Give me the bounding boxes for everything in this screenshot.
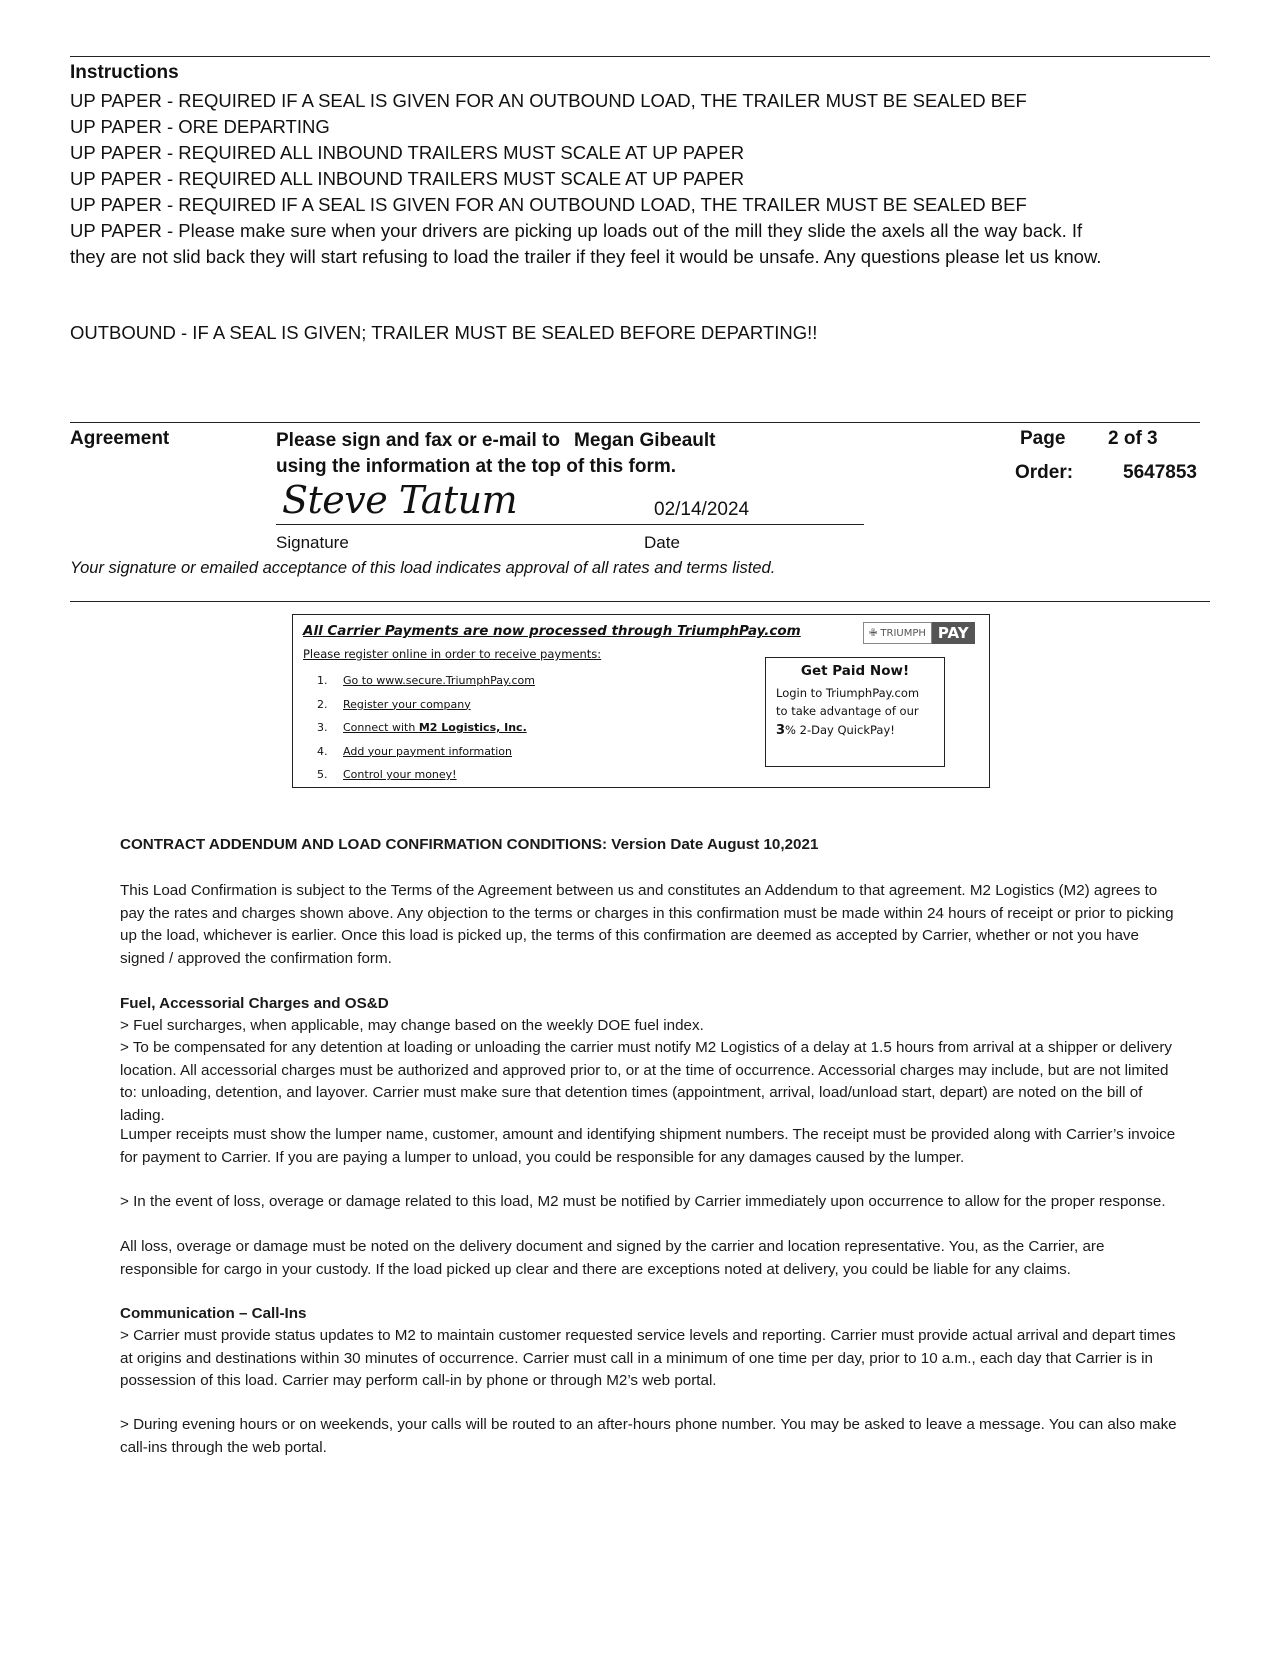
acceptance-note: Your signature or emailed acceptance of this load indicates approval of all rates and terms listed. [70,559,776,577]
order-number: 5647853 [1123,462,1197,483]
fuel-heading: Fuel, Accessorial Charges and OS&D [120,995,389,1012]
agreement-instructions [276,428,716,480]
triumphpay-logo: ✙ TRIUMPH PAY [863,622,975,644]
list-item: 5. Control your money! [317,768,457,781]
loss-paragraph: All loss, overage or damage must be noted on the delivery document and signed by the carrier and location representative. You, as the Carrier, are responsible for cargo in your custody. If the load picked up clear and there are exceptions noted at delivery, you could be liable for any claims. [120,1238,1105,1278]
page-label: Page [1020,428,1066,449]
communication-heading: Communication – Call-Ins [120,1305,307,1322]
list-item: 1. Go to www.secure.TriumphPay.com [317,674,535,687]
instruction-line: UP PAPER - Please make sure when your drivers are picking up loads out of the mill they slide the axels all the way back. If they are not slid back they will start refusing to load the trailer if they feel it would be unsafe. Any questions please let us know. [70,220,1102,267]
payment-heading: All Carrier Payments are now processed through TriumphPay.com [303,623,801,639]
get-paid-title: Get Paid Now! [800,663,910,679]
fuel-point-1: > Fuel surcharges, when applicable, may change based on the weekly DOE fuel index. [120,1017,704,1034]
agreement-label: Agreement [70,428,170,449]
page-number: 2 of 3 [1108,428,1158,449]
communication-point-1: > Carrier must provide status updates to M2 to maintain customer requested service levels and reporting. Carrier must provide actual arrival and depart times at origins and destinations within 30 minutes of occurrence. Carrier must call in a minimum of one time per day, prior to 10 a.m., each day that Carrier is in possession of this load. Carrier may perform call-in by phone or through M2’s web portal. [120,1327,1176,1389]
signature-line [276,524,864,525]
lumper-paragraph: Lumper receipts must show the lumper name, customer, amount and identifying shipment numbers. The receipt must be provided along with Carrier’s invoice for payment to Carrier. If you are paying a lumper to unload, you could be responsible for any damages caused by the lumper. [120,1126,1176,1166]
instruction-line: UP PAPER - ORE DEPARTING [70,116,330,137]
fuel-point-2: > To be compensated for any detention at loading or unloading the carrier must notify M2 Logistics of a delay at 1.5 hours from arrival at a shipper or delivery location. All accessorial charges must be authorized and approved prior to, or at the time of occurrence. Accessorial charges may include, but are not limited to: unloading, detention, and layover. Carrier must make sure that detention times (appointment, arrival, load/unload start, depart) are noted on the bill of lading. [120,1039,1173,1124]
signature-label: Signature [276,533,349,552]
list-item: 3. Connect with M2 Logistics, Inc. [317,721,527,734]
agreement-divider [70,422,1200,423]
outbound-notice: OUTBOUND - IF A SEAL IS GIVEN; TRAILER MUST BE SEALED BEFORE DEPARTING!! [70,322,818,343]
payment-notice-box [292,614,990,788]
signature-image: Steve Tatum [282,478,518,522]
list-item: 2. Register your company [317,697,471,711]
order-label: Order: [1015,462,1074,483]
communication-point-2: > During evening hours or on weekends, your calls will be routed to an after-hours phone number. You may be asked to leave a message. You can also make call-ins through the web portal. [120,1416,1177,1456]
loss-point-1: > In the event of loss, overage or damage related to this load, M2 must be notified by Carrier immediately upon occurrence to allow for the proper response. [120,1193,1166,1210]
signature-date: 02/14/2024 [654,499,750,520]
instruction-line: UP PAPER - REQUIRED IF A SEAL IS GIVEN FOR AN OUTBOUND LOAD, THE TRAILER MUST BE SEALED BEF [70,194,1027,215]
cross-icon: ✙ [869,627,878,639]
get-paid-box: Get Paid Now! Login to TriumphPay.com to take advantage of our 3% 2-Day QuickPay! [765,657,945,767]
payment-subheading: Please register online in order to receive payments: [303,647,602,661]
instruction-line: UP PAPER - REQUIRED IF A SEAL IS GIVEN FOR AN OUTBOUND LOAD, THE TRAILER MUST BE SEALED BEF [70,90,1027,111]
payment-step-link[interactable]: Go to www.secure.TriumphPay.com [343,674,535,687]
top-divider [70,56,1210,57]
instructions-list [70,88,1230,270]
agreement-line2: using the information at the top of this form. [276,456,677,477]
instructions-title: Instructions [70,62,179,83]
payment-steps [317,669,535,787]
agreement-contact: Megan Gibeault [574,430,716,451]
contract-intro: This Load Confirmation is subject to the Terms of the Agreement between us and constitutes an Addendum to that agreement. M2 Logistics (M2) agrees to pay the rates and charges shown above. Any objection to the terms or charges in this confirmation must be made within 24 hours of receipt or prior to picking up the load, whichever is earlier. Once this load is picked up, the terms of this confirmation are deemed as accepted by Carrier, whether or not you have signed / approved the confirmation form. [120,882,1174,967]
date-label: Date [644,533,680,552]
section-divider [70,601,1210,602]
contract-title: CONTRACT ADDENDUM AND LOAD CONFIRMATION CONDITIONS: Version Date August 10,2021 [120,836,819,853]
agreement-line1: Please sign and fax or e-mail to [276,430,561,451]
instruction-line: UP PAPER - REQUIRED ALL INBOUND TRAILERS MUST SCALE AT UP PAPER [70,142,745,163]
list-item: 4. Add your payment information [317,744,513,758]
instruction-line: UP PAPER - REQUIRED ALL INBOUND TRAILERS MUST SCALE AT UP PAPER [70,168,745,189]
